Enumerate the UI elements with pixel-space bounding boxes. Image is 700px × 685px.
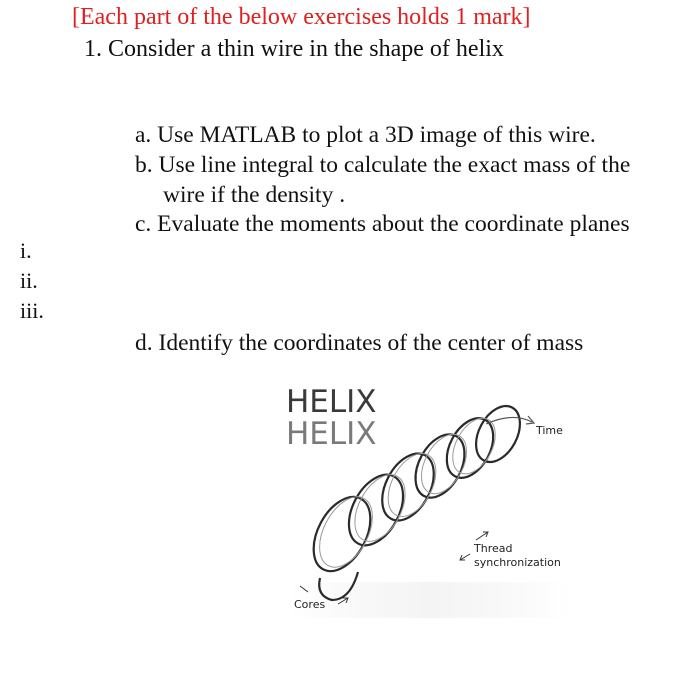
roman-item-2: ii.	[20, 268, 38, 293]
part-a: a. Use MATLAB to plot a 3D image of this wire.	[135, 122, 596, 148]
roman-item-1: i.	[20, 238, 32, 263]
roman-item-3: iii.	[20, 298, 44, 323]
time-arrow	[486, 417, 532, 424]
helix-figure	[280, 382, 580, 622]
label-time: Time	[536, 424, 563, 437]
label-cores: Cores	[294, 598, 326, 611]
figure-title-reflection: HELIX	[286, 416, 377, 452]
label-synchronization: synchronization	[474, 556, 561, 569]
label-thread: Thread	[474, 542, 513, 555]
part-d: d. Identify the coordinates of the center of mass	[135, 330, 584, 356]
part-b-continued: wire if the density .	[163, 182, 346, 208]
question-title: 1. Consider a thin wire in the shape of helix	[84, 36, 504, 62]
part-b: b. Use line integral to calculate the exact mass of the	[135, 152, 631, 178]
marks-note: [Each part of the below exercises holds 1 mark]	[72, 4, 531, 30]
part-c: c. Evaluate the moments about the coordinate planes	[135, 211, 630, 237]
helix-illustration	[280, 382, 580, 622]
figure-title: HELIX	[286, 384, 377, 420]
